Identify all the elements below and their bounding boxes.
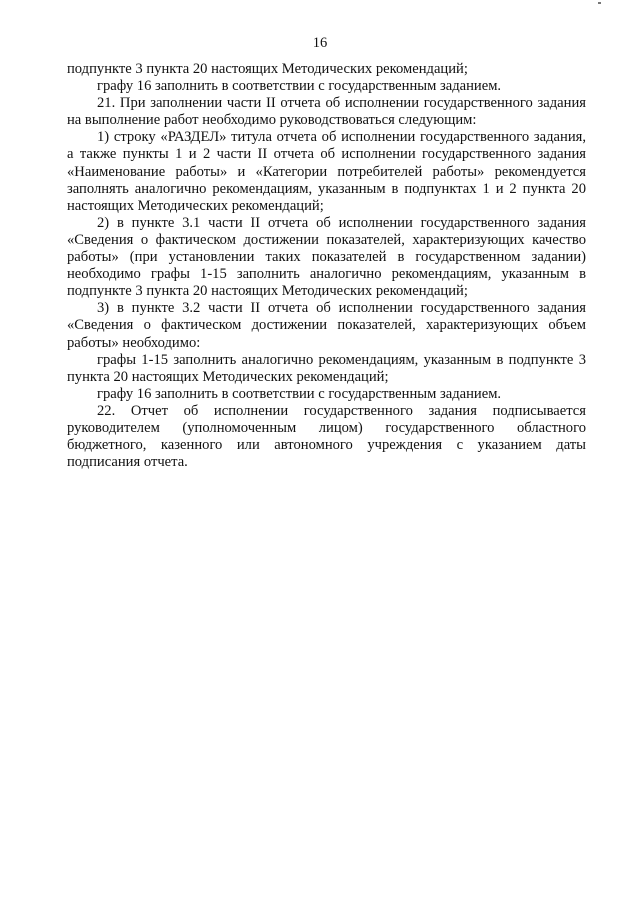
paragraph-subitem-2: 2) в пункте 3.1 части II отчета об исполнении государственного задания «Сведения о фактическом достижении показателей, характеризующих качество работы» (при установлении таких показателей в государственном задании) необходимо графы 1-15 заполнить аналогично рекомендациям, указанным в подпункте 3 пункта 20 настоящих Методических рекомендаций; xyxy=(67,214,586,300)
paragraph-item-22: 22. Отчет об исполнении государственного задания подписывается руководителем (уполномоченным лицом) государственного областного бюджетного, казенного или автономного учреждения с указанием даты подписания отчета. xyxy=(67,402,586,471)
paragraph-subitem-1: 1) строку «РАЗДЕЛ» титула отчета об исполнении государственного задания, а также пункты 1 и 2 части II отчета об исполнении государственного задания «Наименование работы» и «Категории потребителей работы» рекомендуется заполнять аналогично рекомендациям, указанным в подпунктах 1 и 2 пункта 20 настоящих Методических рекомендаций; xyxy=(67,129,586,214)
page-number: 16 xyxy=(312,35,328,51)
paragraph-column-16-note: графу 16 заполнить в соответствии с государственным заданием. xyxy=(97,78,502,95)
paragraph-columns-1-15-note: графы 1-15 заполнить аналогично рекомендациям, указанным в подпункте 3 пункта 20 настоящих Методических рекомендаций; xyxy=(67,351,586,385)
paragraph-subitem-3: 3) в пункте 3.2 части II отчета об исполнении государственного задания «Сведения о фактическом достижении показателей, характеризующих объем работы» необходимо: xyxy=(67,300,586,351)
page-corner-mark xyxy=(598,2,601,4)
document-body xyxy=(67,61,586,471)
paragraph-column-16-note-2: графу 16 заполнить в соответствии с государственным заданием. xyxy=(97,385,502,402)
paragraph-continuation: подпункте 3 пункта 20 настоящих Методических рекомендаций; xyxy=(67,61,468,77)
paragraph-item-21: 21. При заполнении части II отчета об исполнении государственного задания на выполнение работ необходимо руководствоваться следующим: xyxy=(67,95,586,129)
